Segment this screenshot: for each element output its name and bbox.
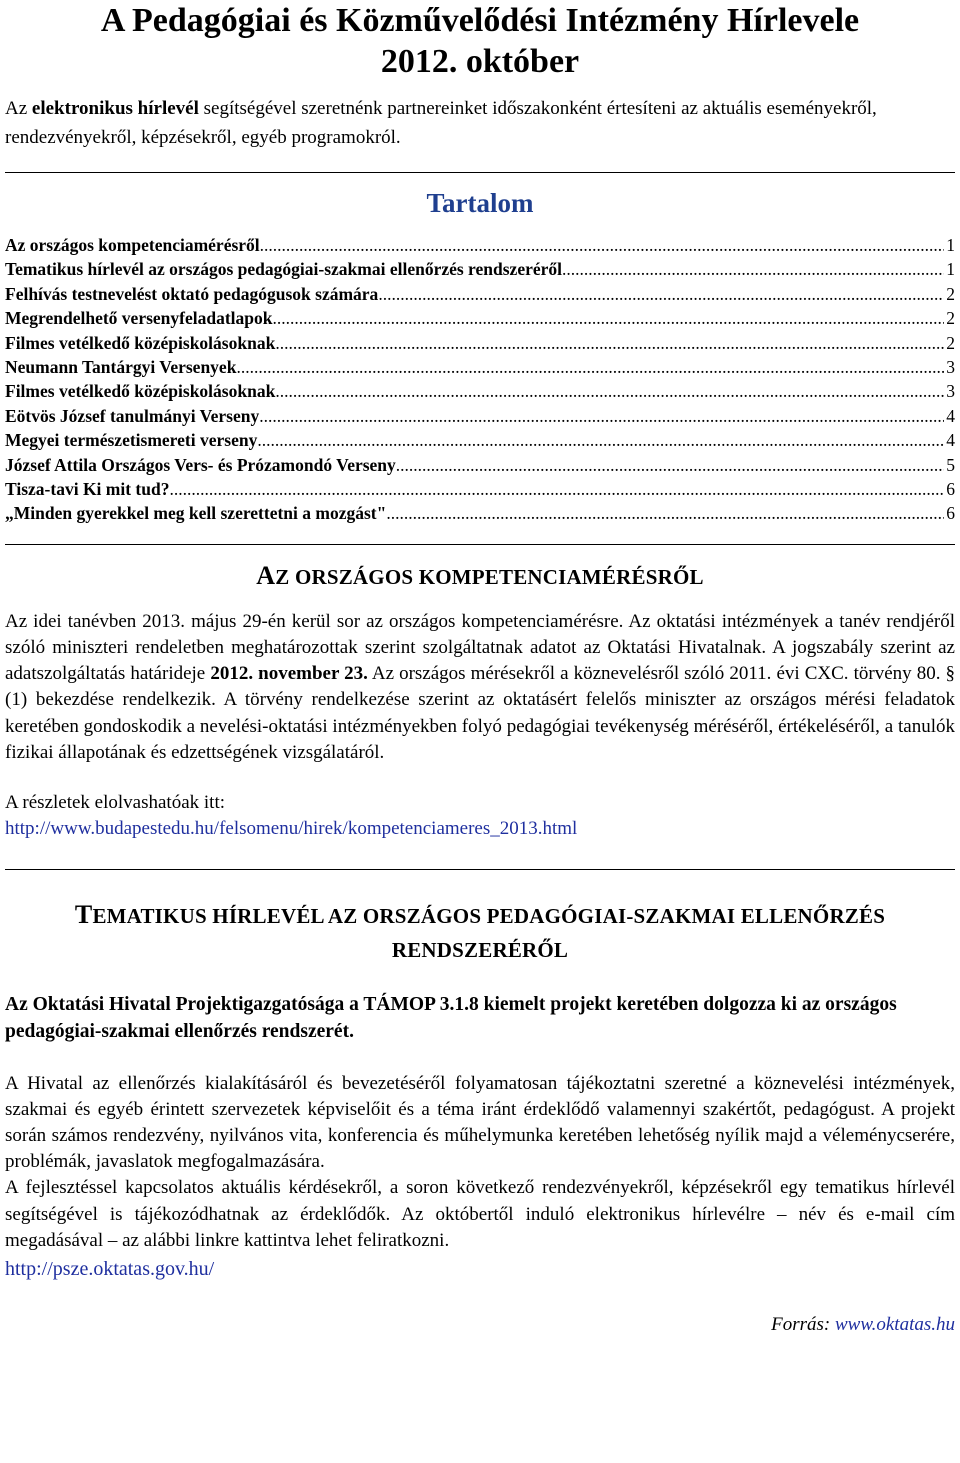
- intro-paragraph: [5, 94, 955, 152]
- thematic-paragraph-1: A Hivatal az ellenőrzés kialakításáról és bevezetéséről folyamatosan tájékoztatni szeretné a köznevelési intézmények, szakmai és egyéb érintett szervezetek képviselőit és a téma iránt érdeklődő valamennyi szakértőt, pedagógust. A projekt során számos rendezvény, nyilvános vita, konferencia és műhelymunka keretében lehetőség nyílik majd a véleménycserére, problémák, javaslatok megfogalmazására.: [5, 1072, 955, 1173]
- toc-entry[interactable]: [5, 257, 955, 281]
- toc-entry-page: 3: [946, 381, 955, 402]
- toc-entry[interactable]: [5, 501, 955, 525]
- toc-entry-title[interactable]: Megrendelhető versenyfeladatlapok: [5, 308, 273, 329]
- toc-entry[interactable]: [5, 428, 955, 452]
- divider-section: [5, 869, 955, 870]
- details-link[interactable]: http://www.budapestedu.hu/felsomenu/hirek/kompetenciameres_2013.html: [5, 818, 578, 840]
- toc-entry-title[interactable]: Neumann Tantárgyi Versenyek: [5, 357, 237, 378]
- toc-entry[interactable]: [5, 453, 955, 477]
- toc-leader-dots: [273, 306, 945, 330]
- toc-entry-page: 3: [946, 357, 955, 378]
- toc-entry-title[interactable]: Felhívás testnevelést oktató pedagógusok számára: [5, 283, 379, 304]
- toc-leader-dots: [260, 233, 945, 257]
- competence-paragraph: Az idei tanévben 2013. május 29-én kerül sor az országos kompetenciamérésre. Az oktatási intézmények a tanév rendjéről szóló miniszteri rendeletben meghatározottak szerint szolgáltatnak adatot az Oktatási Hivatalnak. A jogszabály szerint az adatszolgáltatás határideje 2012. november 23. Az országos mérésekről a köznevelésről szóló 2011. évi CXC. törvény 80. § (1) bekezdése rendelkezik. A törvény rendelkezése szerint az oktatásért felelős miniszter az országos mérési feladatok keretében gondoskodik a nevelési-oktatási intézményekben folyó pedagógiai tevékenység méréséről, értékeléséről, a tanulók fizikai állapotának és edzettségének vizsgálatáról.: [5, 610, 956, 763]
- toc-leader-dots: [169, 477, 944, 501]
- thematic-lead: Az Oktatási Hivatal Projektigazgatósága a TÁMOP 3.1.8 kiemelt projekt keretében dolgozza ki az országos pedagógiai-szakmai ellenőrzés rendszerét.: [5, 993, 897, 1042]
- toc-leader-dots: [562, 257, 944, 281]
- intro-text-end: segítségével szeretnénk partnereinket időszakonként értesíteni az aktuális eseményekről, rendezvényekről, képzésekről, egyéb programokról.: [5, 98, 877, 148]
- toc-leader-dots: [259, 404, 944, 428]
- title-line-2: 2012. október: [380, 43, 580, 80]
- toc-leader-dots: [236, 355, 944, 379]
- toc-entry-page: 4: [946, 405, 955, 426]
- toc-entry[interactable]: [5, 306, 955, 330]
- toc-entry-page: 1: [946, 259, 955, 280]
- toc-entry-title[interactable]: „Minden gyerekkel meg kell szerettetni a mozgást": [5, 503, 387, 524]
- toc-entry-page: 2: [946, 283, 955, 304]
- toc-leader-dots: [386, 501, 944, 525]
- toc-leader-dots: [275, 331, 944, 355]
- toc-entry-title[interactable]: Filmes vetélkedő középiskolásoknak: [5, 332, 276, 353]
- toc-entry-page: 6: [946, 503, 955, 524]
- toc-entry-page: 2: [946, 308, 955, 329]
- toc-entry-title[interactable]: Megyei természetismereti verseny: [5, 430, 258, 451]
- toc-entry-title[interactable]: József Attila Országos Vers- és Prózamondó Verseny: [5, 454, 396, 475]
- toc-leader-dots: [396, 453, 944, 477]
- toc-entry[interactable]: [5, 477, 955, 501]
- toc-entry-title[interactable]: Filmes vetélkedő középiskolásoknak: [5, 381, 276, 402]
- toc-leader-dots: [275, 379, 944, 403]
- divider-toc: [5, 544, 955, 545]
- toc-entry[interactable]: [5, 331, 955, 355]
- toc-entry[interactable]: [5, 379, 955, 403]
- toc-entry-page: 2: [946, 332, 955, 353]
- subscribe-link[interactable]: http://psze.oktatas.gov.hu/: [5, 1257, 215, 1280]
- toc-entry[interactable]: [5, 282, 955, 306]
- section-title-competence: AZ ORSZÁGOS KOMPETENCIAMÉRÉSRŐL: [256, 560, 704, 590]
- toc-entry[interactable]: [5, 404, 955, 428]
- toc-entry[interactable]: [5, 355, 955, 379]
- details-label: A részletek elolvashatóak itt:: [5, 792, 226, 814]
- source-link[interactable]: www.oktatas.hu: [835, 1314, 955, 1336]
- toc-entry[interactable]: [5, 233, 955, 257]
- toc-entry-title[interactable]: Eötvös József tanulmányi Verseny: [5, 405, 260, 426]
- toc-entry-page: 4: [946, 430, 955, 451]
- toc-entry-page: 5: [946, 454, 955, 475]
- intro-text-start: Az: [5, 98, 32, 119]
- toc-entry-title[interactable]: Tisza-tavi Ki mit tud?: [5, 479, 170, 500]
- thematic-paragraph-2: A fejlesztéssel kapcsolatos aktuális kérdésekről, a soron következő rendezvényekről, képzésekről egy tematikus hírlevél segítségével is tájékozódhatnak az érdeklődők. Az októbertől induló elektronikus hírlevélre – név és e-mail cím megadásával – az alábbi linkre kattintva lehet feliratkozni.: [5, 1177, 955, 1251]
- document-title: [5, 0, 955, 82]
- toc-entry-title[interactable]: Az országos kompetenciamérésről: [5, 235, 260, 255]
- toc-heading: Tartalom: [426, 188, 534, 218]
- toc-entry-title[interactable]: Tematikus hírlevél az országos pedagógiai-szakmai ellenőrzés rendszeréről: [5, 259, 563, 280]
- divider-top: [5, 172, 955, 173]
- toc-entry-page: 6: [946, 479, 955, 500]
- title-line-1: A Pedagógiai és Közművelődési Intézmény Hírlevele: [100, 2, 860, 39]
- toc-leader-dots: [378, 282, 944, 306]
- intro-bold: elektronikus hírlevél: [31, 98, 199, 119]
- table-of-contents: [5, 233, 955, 526]
- toc-leader-dots: [257, 428, 944, 452]
- section-title-thematic: TEMATIKUS HÍRLEVÉL AZ ORSZÁGOS PEDAGÓGIAI-SZAKMAI ELLENŐRZÉS RENDSZERÉRŐL: [74, 899, 886, 962]
- toc-entry-page: 1: [946, 235, 955, 255]
- source-line: Forrás: www.oktatas.hu: [771, 1314, 955, 1336]
